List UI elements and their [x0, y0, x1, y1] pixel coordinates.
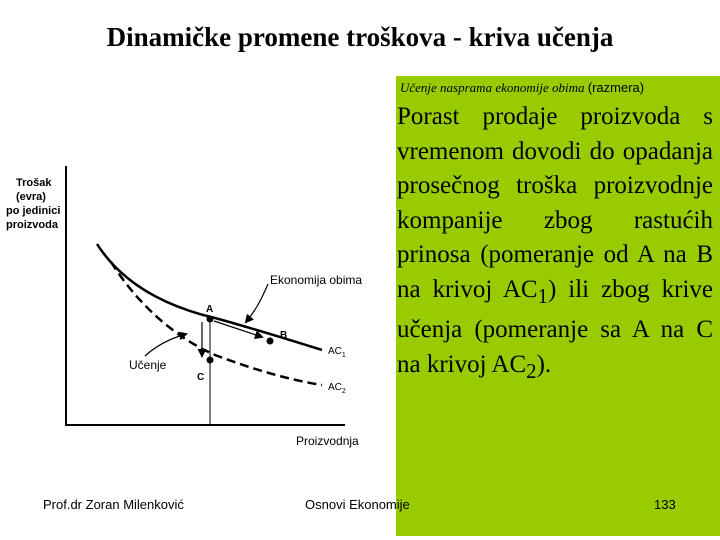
y-axis-label-line1: Trošak [16, 177, 52, 189]
y-axis-label-line3: po jedinici [6, 205, 61, 217]
ac1-label: $AC_1$ [328, 346, 346, 359]
point-c [207, 357, 214, 364]
x-axis-label: Proizvodnja [296, 434, 359, 448]
y-axis-label-line4: proizvoda [6, 219, 58, 231]
economies-pointer-arrow [246, 284, 268, 322]
learning-pointer-arrow [145, 334, 186, 356]
point-a-label: A [206, 304, 214, 315]
body-sub2: 2 [526, 358, 537, 383]
point-a [207, 316, 214, 323]
point-c-label: C [197, 372, 205, 383]
economies-of-scale-label: Ekonomija obima [270, 273, 363, 287]
y-axis-label-line2: (evra) [16, 191, 46, 203]
explanation-text [397, 100, 713, 388]
subtitle-plain: (razmera) [587, 80, 645, 95]
footer-course: Osnovi Ekonomije [305, 497, 410, 512]
panel-subtitle [400, 80, 644, 96]
learning-label: Učenje [129, 358, 167, 372]
body-part3: ). [536, 350, 552, 378]
slide-title: Dinamičke promene troškova - kriva učenja [106, 22, 614, 52]
point-b-label: B [280, 330, 288, 341]
ac2-label: $AC_2$ [328, 382, 346, 395]
subtitle-italic: Učenje nasprama ekonomije obima [400, 80, 585, 95]
body-sub1: 1 [537, 283, 548, 308]
footer-author: Prof.dr Zoran Milenković [43, 497, 184, 512]
body-part2: ) ili zbog krive učenja (pomeranje sa A na C na krivoj AC [397, 275, 713, 378]
footer-page-number: 133 [654, 497, 676, 512]
axes [66, 166, 345, 425]
body-part1: Porast prodaje proizvoda s vremenom dovodi do opadanja prosečnog troška proizvodnje kompanije zbog rastućih prinosa (pomeranje od A na B na krivoj AC [397, 103, 713, 303]
point-b [267, 338, 274, 345]
